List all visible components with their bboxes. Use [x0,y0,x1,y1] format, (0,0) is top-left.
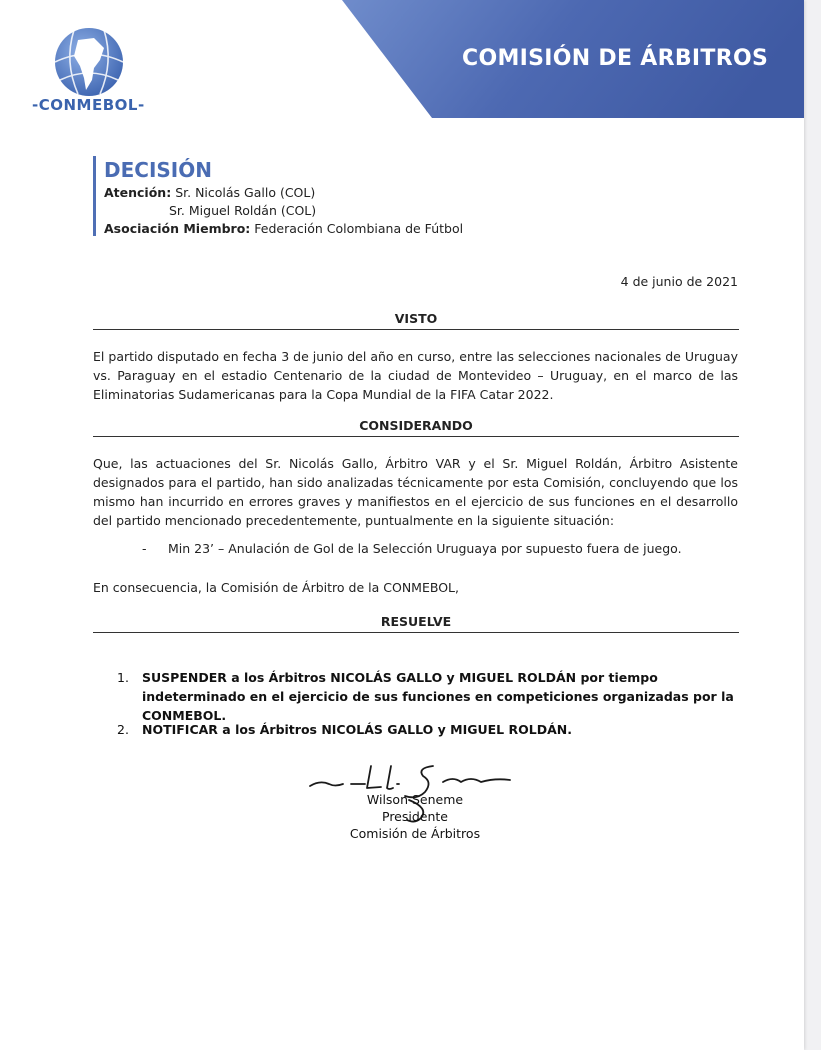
signatory-role: Presidente [382,809,448,824]
attention-label: Atención: [104,185,172,200]
attention-value-1: Sr. Nicolás Gallo (COL) [175,185,316,200]
header-title: COMISIÓN DE ÁRBITROS [462,46,769,71]
resolution-text: NOTIFICAR a los Árbitros NICOLÁS GALLO y MIGUEL ROLDÁN. [142,722,572,737]
situation-bullet [142,541,682,556]
considerando-heading: CONSIDERANDO [93,418,739,437]
bullet-text: Min 23’ – Anulación de Gol de la Selección Uruguaya por supuesto fuera de juego. [168,541,682,556]
visto-paragraph: El partido disputado en fecha 3 de junio del año en curso, entre las selecciones nacionales de Uruguay vs. Paraguay en el estadio Centenario de la ciudad de Montevideo – Uruguay, en el marco de las Eliminatorias Sudamericanas para la Copa Mundial de la FIFA Catar 2022. [93,349,738,402]
visto-heading: VISTO [93,311,739,330]
member-line [104,220,463,238]
member-value: Federación Colombiana de Fútbol [254,221,464,236]
considerando-paragraph: Que, las actuaciones del Sr. Nicolás Gallo, Árbitro VAR y el Sr. Miguel Roldán, Árbitro Asistente designados para el partido, han sido analizadas técnicamente por esta Comisión, concluyendo que los mismo han incurrido en errores graves y manifiestos en el ejercicio de sus funciones en el desarrollo del partido mencionado precedentemente, puntualmente en la siguiente situación: [93,456,738,528]
resolution-number: 1. [117,670,129,685]
document-date: 4 de junio de 2021 [620,274,738,289]
member-label: Asociación Miembro: [104,221,251,236]
resolution-text: SUSPENDER a los Árbitros NICOLÁS GALLO y MIGUEL ROLDÁN por tiempo indeterminado en el ejercicio de sus funciones en competiciones organizadas por la CONMEBOL. [142,670,734,723]
attention-line-2 [104,202,463,220]
logo-wordmark: -CONMEBOL- [32,96,145,114]
decision-block [93,156,463,236]
consequence-paragraph: En consecuencia, la Comisión de Árbitro de la CONMEBOL, [93,580,459,595]
signature-block [330,791,500,842]
attention-line [104,184,463,202]
signatory-name: Wilson Seneme [366,792,464,807]
signatory-org: Comisión de Árbitros [349,826,481,841]
resolution-number: 2. [117,722,129,737]
attention-value-2: Sr. Miguel Roldán (COL) [169,203,317,218]
resolution-item [117,668,742,725]
decision-title: DECISIÓN [104,158,212,182]
resolution-item [117,720,742,739]
bullet-dash: - [142,541,147,556]
resuelve-heading: RESUELVE [93,614,739,633]
